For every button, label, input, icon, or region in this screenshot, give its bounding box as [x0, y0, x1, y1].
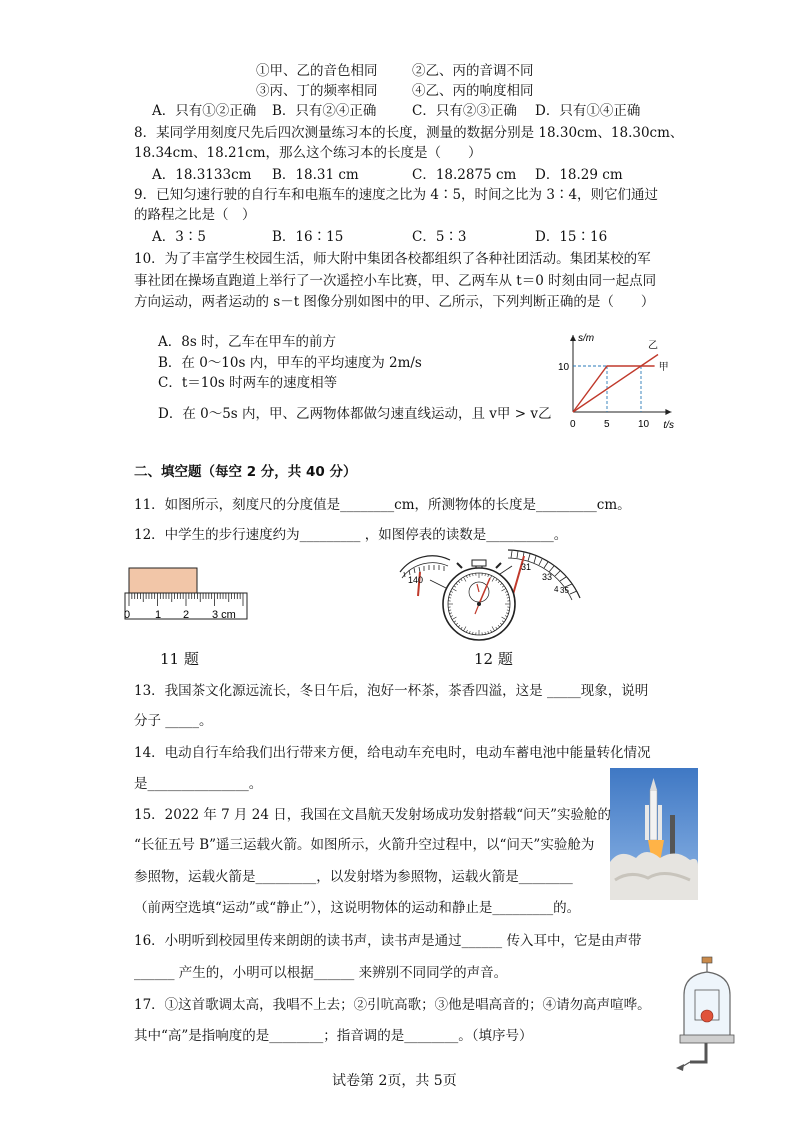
q13-line-2: 分子 _____。 — [134, 713, 213, 729]
q8-line-2: 18.34cm、18.21cm，那么这个练习本的长度是（ ） — [134, 145, 482, 161]
y-tick-label: 10 — [558, 362, 570, 373]
q7-option-b: B．只有②④正确 — [272, 103, 377, 119]
q7-statement-3: ③丙、丁的频率相同 — [256, 83, 378, 99]
q14-line-1: 14．电动自行车给我们出行带来方便，给电动车充电时，电动车蓄电池中能量转化情况 — [134, 745, 651, 761]
series-label-jia: 甲 — [658, 362, 669, 373]
q16-line-1: 16．小明听到校园里传来朗朗的读书声，读书声是通过______ 传入耳中，它是由声带 — [134, 933, 642, 949]
q8-option-d: D．18.29 cm — [535, 167, 623, 183]
series-label-yi: 乙 — [648, 340, 658, 352]
q8-option-c: C．18.2875 cm — [412, 167, 517, 183]
q16-line-2: ______ 产生的，小明可以根据______ 来辨别不同同学的声音。 — [134, 965, 508, 981]
jar-base — [680, 1035, 734, 1043]
x-tick-label: 10 — [638, 419, 650, 430]
q9-option-b: B．16∶15 — [272, 229, 344, 245]
q9-option-d: D．15∶16 — [535, 229, 608, 245]
q12-text: 12．中学生的步行速度约为_________ ，如图停表的读数是__________。 — [134, 527, 568, 543]
x-axis-label: t/s — [663, 420, 674, 431]
page-footer: 试卷第 2页，共 5页 — [332, 1073, 457, 1089]
q10-line-2: 事社团在操场直跑道上举行了一次遥控小车比赛，甲、乙两车从 t＝0 时刻由同一起点同 — [134, 273, 657, 289]
q14-line-2: 是_______________。 — [134, 776, 263, 792]
fig12-caption: 12 题 — [474, 650, 513, 668]
y-axis-label: s/m — [578, 333, 595, 344]
q10-option-b: B．在 0～10s 内，甲车的平均速度为 2m/s — [158, 355, 422, 371]
ruler-label-1: 1 — [155, 609, 162, 621]
q9-line-2: 的路程之比是（ ） — [134, 207, 256, 223]
q8-line-1: 8．某同学用刻度尺先后四次测量练习本的长度，测量的数据分别是 18.30cm、18.30cm、 — [134, 125, 684, 141]
fig11-caption: 11 题 — [160, 650, 199, 668]
x-tick-label: 0 — [570, 419, 576, 430]
ruler-label-2: 2 — [183, 609, 190, 621]
q17-line-2: 其中“高”是指响度的是________；指音调的是________。（填序号） — [134, 1028, 533, 1044]
q15-line-2: “长征五号 B”遥三运载火箭。如图所示，火箭升空过程中，以“问天”实验舱为 — [134, 837, 595, 853]
q10-line-3: 方向运动，两者运动的 s－t 图像分别如图中的甲、乙所示，下列判断正确的是（ ） — [134, 294, 655, 310]
q15-line-4: （前两空选填“运动”或“静止”），这说明物体的运动和静止是_________的。 — [134, 900, 581, 916]
q7-option-a: A．只有①②正确 — [152, 103, 257, 119]
section-2-title: 二、填空题（每空 2 分，共 40 分） — [134, 464, 357, 480]
q15-line-3: 参照物，运载火箭是_________，以发射塔为参照物，运载火箭是________ — [134, 869, 573, 885]
q9-option-c: C．5∶3 — [412, 229, 467, 245]
q9-option-a: A．3∶5 — [152, 229, 206, 245]
ruler-label-3: 3 cm — [212, 609, 236, 621]
x-tick-label: 5 — [604, 419, 610, 430]
bell — [701, 1010, 713, 1022]
q10-line-1: 10．为了丰富学生校园生活，师大附中集团各校都组织了各种社团活动。集团某校的军 — [134, 251, 651, 267]
q11-text: 11．如图所示，刻度尺的分度值是________cm，所测物体的长度是_________cm。 — [134, 497, 631, 513]
q17-line-1: 17．①这首歌调太高，我唱不上去；②引吭高歌；③他是唱高音的；④请勿高声喧哗。 — [134, 997, 651, 1013]
q10-option-c: C．t＝10s 时两车的速度相等 — [158, 375, 338, 391]
q7-statement-1: ①甲、乙的音色相同 — [256, 63, 378, 79]
q8-option-a: A．18.3133cm — [152, 167, 252, 183]
right-dial-label-33: 33 — [542, 572, 553, 582]
ruler-label-0: 0 — [124, 609, 131, 621]
right-dial-label-35: 35 — [560, 586, 569, 595]
q15-line-1: 15．2022 年 7 月 24 日，我国在文昌航天发射场成功发射搭载“问天”实验舱的 — [134, 807, 612, 823]
q7-statement-4: ④乙、丙的响度相同 — [412, 83, 534, 99]
q7-option-c: C．只有②③正确 — [412, 103, 517, 119]
bell-jar — [684, 972, 730, 1035]
q7-option-d: D．只有①④正确 — [535, 103, 641, 119]
q8-option-b: B．18.31 cm — [272, 167, 359, 183]
left-dial-label: 140 — [408, 575, 424, 585]
q10-option-d: D．在 0～5s 内，甲、乙两物体都做匀速直线运动，且 v甲 > v乙 — [158, 406, 552, 422]
right-dial-label-4: 4 — [554, 585, 559, 594]
right-dial-label-31: 31 — [521, 562, 532, 572]
q7-statement-2: ②乙、丙的音调不同 — [412, 63, 534, 79]
q9-line-1: 9．已知匀速行驶的自行车和电瓶车的速度之比为 4∶5，时间之比为 3∶4，则它们通过 — [134, 187, 659, 203]
q10-option-a: A．8s 时，乙车在甲车的前方 — [158, 334, 337, 350]
q13-line-1: 13．我国茶文化源远流长，冬日午后，泡好一杯茶，茶香四溢，这是 _____现象，说明 — [134, 683, 649, 699]
